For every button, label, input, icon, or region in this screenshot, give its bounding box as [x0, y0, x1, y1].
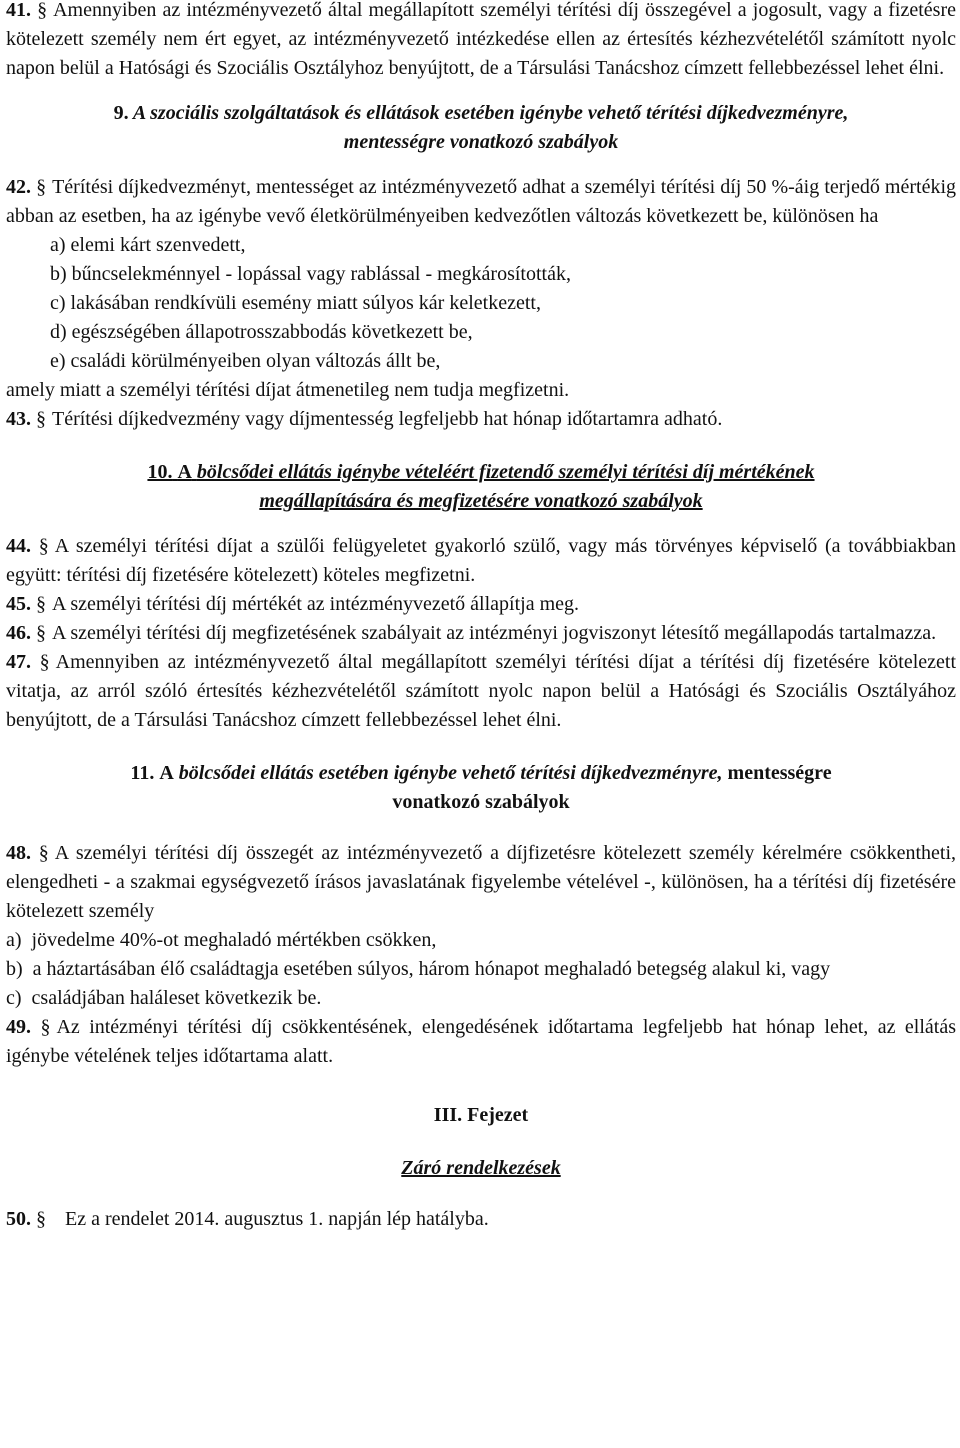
section-sign: §: [36, 1208, 46, 1230]
heading-article: A: [159, 762, 174, 784]
paragraph-number: 48.: [6, 842, 31, 864]
paragraph-47: [6, 648, 956, 735]
list-item: a) elemi kárt szenvedett,: [50, 234, 246, 256]
paragraph-closing: amely miatt a személyi térítési díjat átmenetileg nem tudja megfizetni.: [6, 379, 570, 401]
section-sign: §: [36, 593, 46, 615]
paragraph-42: [6, 173, 956, 405]
section-sign: §: [40, 1016, 51, 1038]
list-item: [6, 984, 956, 1013]
paragraph-text: A személyi térítési díj összegét az intézményvezető a díjfizetésre kötelezett személy kérelmére csökkentheti, elengedheti - a szakmai egységvezető írásos javaslatának figyelembe vételével -, különösen, ha a térítési díj fizetésére kötelezett személy: [6, 842, 956, 922]
list-item: b) bűncselekménnyel - lopással vagy rablással - megkárosították,: [50, 263, 571, 285]
paragraph-number: 49.: [6, 1016, 31, 1038]
section-sign: §: [39, 651, 50, 673]
heading-line-1: A szociális szolgáltatások és ellátások esetében igénybe vehető térítési díjkedvezményre,: [132, 102, 849, 124]
section-heading-9: [6, 99, 956, 157]
paragraph-text: Az intézményi térítési díj csökkentésének, elengedésének időtartama legfeljebb hat hónap lehet, az ellátás igénybe vételének teljes időtartama alatt.: [6, 1016, 956, 1067]
conditions-list: [6, 926, 956, 1013]
paragraph-number: 45.: [6, 593, 31, 615]
paragraph-number: 50.: [6, 1208, 31, 1230]
paragraph-text: Térítési díjkedvezményt, mentességet az intézményvezető adhat a személyi térítési díj 50 %-áig terjedő mértékig abban az esetben, ha az igénybe vevő életkörülményeiben kedvezőtlen változás következett be, különösen ha: [6, 176, 956, 227]
paragraph-text: A személyi térítési díjat a szülői felügyeletet gyakorló szülő, vagy más törvényes képviselő (a továbbiakban együtt: térítési díj fizetésére kötelezett) köteles megfizetni.: [6, 535, 956, 586]
heading-line-2: vonatkozó szabályok: [392, 791, 570, 813]
paragraph-41: [6, 0, 956, 83]
paragraph-text: Amennyiben az intézményvezető által megállapított személyi térítési díjat a térítési díj fizetésére kötelezett vitatja, az arról szóló értesítés kézhezvételétől számított nyolc napon belül a Hatósági és Szociális Osztályához benyújtott, de a Társulási Tanácshoz címzett fellebbezéssel lehet élni.: [6, 651, 956, 731]
list-item: e) családi körülményeiben olyan változás állt be,: [50, 350, 441, 372]
list-item: [6, 926, 956, 955]
section-heading-11: [6, 759, 956, 817]
section-sign: §: [36, 622, 46, 644]
paragraph-text: Ez a rendelet 2014. augusztus 1. napján lép hatályba.: [65, 1208, 489, 1230]
paragraph-number: 46.: [6, 622, 31, 644]
heading-article: A: [177, 461, 192, 483]
heading-line-2: megállapítására és megfizetésére vonatkozó szabályok: [259, 490, 703, 512]
paragraph-text: A személyi térítési díj mértékét az intézményvezető állapítja meg.: [52, 593, 580, 615]
paragraph-number: 42.: [6, 176, 31, 198]
heading-number: 10.: [147, 461, 173, 483]
list-label: b): [6, 958, 23, 980]
section-heading-10: [6, 458, 956, 516]
chapter-title: III. Fejezet: [433, 1104, 529, 1126]
closing-provisions-title: Záró rendelkezések: [401, 1157, 561, 1179]
section-sign: §: [38, 842, 49, 864]
heading-line-1-end: mentességre: [727, 762, 832, 784]
paragraph-text: Amennyiben az intézményvezető által megállapított személyi térítési díj összegével a jogosult, vagy a fizetésre kötelezett személy nem ért egyet, az intézményvezető intézkedése ellen az értesítés kézhezvételétől számított nyolc napon belül a Hatósági és Szociális Osztályhoz benyújtott, de a Társulási Tanácshoz címzett fellebbezéssel lehet élni.: [6, 0, 956, 79]
paragraph-45: [6, 590, 956, 619]
section-sign: §: [36, 176, 47, 198]
section-sign: §: [38, 535, 49, 557]
paragraph-50: [6, 1205, 956, 1234]
list-label: c): [6, 987, 22, 1009]
list-item: d) egészségében állapotrosszabbodás következett be,: [50, 321, 473, 343]
list-text: a háztartásában élő családtagja esetében súlyos, három hónapot meghaladó betegség alakul ki, vagy: [32, 958, 831, 980]
paragraph-number: 47.: [6, 651, 31, 673]
paragraph-43: [6, 405, 956, 434]
section-sign: §: [36, 408, 46, 430]
paragraph-46: [6, 619, 956, 648]
paragraph-48: [6, 839, 956, 1013]
paragraph-text: A személyi térítési díj megfizetésének szabályait az intézményi jogviszonyt létesítő megállapodás tartalmazza.: [52, 622, 937, 644]
list-text: családjában haláleset következik be.: [31, 987, 322, 1009]
paragraph-number: 44.: [6, 535, 31, 557]
heading-number: 9.: [113, 102, 129, 124]
list-label: a): [6, 929, 22, 951]
heading-line-1: bölcsődei ellátás esetében igénybe vehető térítési díjkedvezményre,: [178, 762, 723, 784]
conditions-list: [50, 231, 956, 376]
paragraph-number: 41.: [6, 0, 31, 21]
paragraph-number: 43.: [6, 408, 31, 430]
heading-line-1: bölcsődei ellátás igénybe vételéért fizetendő személyi térítési díj mértékének: [196, 461, 815, 483]
paragraph-text: Térítési díjkedvezmény vagy díjmentesség legfeljebb hat hónap időtartamra adható.: [52, 408, 723, 430]
paragraph-49: [6, 1013, 956, 1071]
list-item: [6, 955, 956, 984]
heading-number: 11.: [130, 762, 155, 784]
section-sign: §: [37, 0, 48, 21]
paragraph-44: [6, 532, 956, 590]
list-text: jövedelme 40%-ot meghaladó mértékben csökken,: [31, 929, 437, 951]
list-item: c) lakásában rendkívüli esemény miatt súlyos kár keletkezett,: [50, 292, 541, 314]
heading-line-2: mentességre vonatkozó szabályok: [343, 131, 619, 153]
